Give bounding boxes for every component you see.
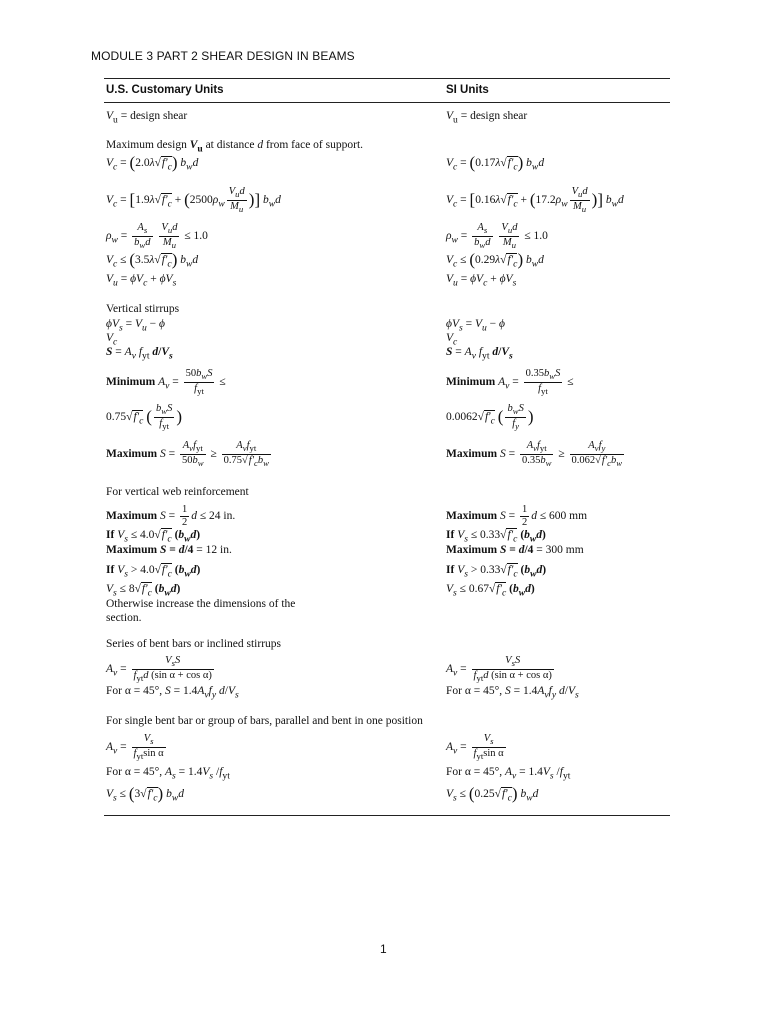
si-web-line1: Maximum S = $\frac{1}{2}$ d ≤ 600 mm <box>446 504 588 528</box>
us-vu-sum: $V_u = \phi V_c + \phi V_s$ <box>106 273 177 289</box>
si-web-if1: If $V_s \le 0.33√f'_c$ $(b_wd)$ <box>446 529 546 545</box>
page-header: MODULE 3 PART 2 SHEAR DESIGN IN BEAMS <box>91 49 355 63</box>
si-vc-detailed: $V_c = [0.16\lambda√f'_c + (17.2\rho_w$ $V_ud$ $M_u$ )] $b_wd$ <box>446 186 624 215</box>
us-vc-term: $V_c$ <box>106 332 118 348</box>
us-min-av-alt: $0.75√f'_c$ ( $b_wS$ $f_{yt}$ ) <box>106 403 182 432</box>
us-min-av: Minimum $A_v$ = $50b_wS$ $f_{yt}$ ≤ <box>106 368 226 397</box>
us-spacing: $S = A_v$ $f_{yt}$ $d/V_s$ <box>106 346 173 362</box>
us-max-design: Maximum design $V_u$ at distance d from face of support. <box>106 139 364 155</box>
us-web-line1: Maximum S = $\frac{1}{2}$ d ≤ 24 in. <box>106 504 236 528</box>
us-web-if1: If $V_s \le 4.0√f'_c$ $(b_wd)$ <box>106 529 201 545</box>
si-vu-sum: $V_u = \phi V_c + \phi V_s$ <box>446 273 517 289</box>
si-web-line5: $V_s \le 0.67√f'_c$ $(b_wd)$ <box>446 583 535 599</box>
us-web-line5: $V_s \le 8√f'_c$ $(b_wd)$ <box>106 583 181 599</box>
si-min-av-alt: $0.0062√f'_c$ ( $b_wS$ $f_y$ ) <box>446 403 534 432</box>
us-vc-detailed: $V_c = [1.9\lambda√f'_c + (2500\rho_w$ $V_ud$ $M_u$ )] $b_wd$ <box>106 186 281 215</box>
us-final-limit: $V_s \le (3√f'_c)$ $b_wd$ <box>106 784 184 804</box>
si-phivs: $\phi V_s = V_u - \phi$ <box>446 318 505 334</box>
si-rho-limit: $\rho_w$ = $A_s$ $b_wd$ $V_ud$ $M_u$ ≤ 1.0 <box>446 222 548 251</box>
si-max-spacing: Maximum S = $A_vf_{yt}$ $0.35b_w$ ≥ $A_vf_y$ $0.062√f'_cb_w$ <box>446 440 623 469</box>
us-otherwise-1: Otherwise increase the dimensions of the <box>106 598 296 610</box>
us-design-shear: $V_u$ = design shear <box>106 110 188 126</box>
si-min-av: Minimum $A_v$ = $0.35b_wS$ $f_{yt}$ ≤ <box>446 368 574 397</box>
si-web-line3: Maximum S = d/4 = 300 mm <box>446 544 584 556</box>
us-single-av: $A_v$ = $V_s$ $f_{yt}\sin$ α <box>106 733 164 762</box>
us-column-heading: U.S. Customary Units <box>106 84 224 96</box>
si-spacing: $S = A_v$ $f_{yt}$ $d/V_s$ <box>446 346 513 362</box>
us-vc-max: $V_c \le (3.5\lambda√f'_c)$ $b_wd$ <box>106 250 199 270</box>
si-bent-av: $A_v$ = $V_sS$ $f_{yt}d$ (sin α + cos α) <box>446 655 552 684</box>
us-max-spacing: Maximum S = $A_vf_{yt}$ $50b_w$ ≥ $A_vf_{yt}$ $0.75√f'_cb_w$ <box>106 440 269 469</box>
us-rho-limit: $\rho_w$ = $A_s$ $b_wd$ $V_ud$ $M_u$ ≤ 1.0 <box>106 222 208 251</box>
us-phivs: $\phi V_s = V_u - \phi$ <box>106 318 165 334</box>
us-bent-title: Series of bent bars or inclined stirrups <box>106 638 282 650</box>
us-web-if2: If $V_s > 4.0√f'_c$ $(b_wd)$ <box>106 564 201 580</box>
page-number: 1 <box>380 942 387 956</box>
us-vertical-stirrups-title: Vertical stirrups <box>106 303 180 315</box>
top-rule <box>104 78 670 79</box>
si-design-shear: $V_u$ = design shear <box>446 110 528 126</box>
si-single-for: For α = 45°, $A_v = 1.4V_s$ $/f_{yt}$ <box>446 766 571 782</box>
bottom-rule <box>104 815 670 816</box>
us-web-line3: Maximum S = d/4 = 12 in. <box>106 544 232 556</box>
us-bent-av: $A_v$ = $V_sS$ $f_{yt}d$ (sin α + cos α) <box>106 655 212 684</box>
si-vc-term: $V_c$ <box>446 332 458 348</box>
si-vc-simple: $V_c = (0.17\lambda√f'_c)$ $b_wd$ <box>446 153 545 173</box>
si-web-if2: If $V_s > 0.33√f'_c$ $(b_wd)$ <box>446 564 547 580</box>
us-vc-simple: $V_c = (2.0\lambda√f'_c)$ $b_wd$ <box>106 153 199 173</box>
si-single-av: $A_v$ = $V_s$ $f_{yt}\sin$ α <box>446 733 504 762</box>
us-single-for: For α = 45°, $A_s = 1.4V_s$ $/f_{yt}$ <box>106 766 230 782</box>
us-web-title: For vertical web reinforcement <box>106 486 249 498</box>
us-otherwise-2: section. <box>106 612 142 624</box>
heading-rule <box>104 102 670 103</box>
si-bent-for: For α = 45°, $S = 1.4A_vf_y$ $d/V_s$ <box>446 685 579 701</box>
us-bent-for: For α = 45°, $S = 1.4A_vf_y$ $d/V_s$ <box>106 685 239 701</box>
si-vc-max: $V_c \le (0.29\lambda√f'_c)$ $b_wd$ <box>446 250 544 270</box>
us-single-title: For single bent bar or group of bars, parallel and bent in one position <box>106 715 423 727</box>
si-final-limit: $V_s \le (0.25√f'_c)$ $b_wd$ <box>446 784 539 804</box>
si-column-heading: SI Units <box>446 84 489 96</box>
